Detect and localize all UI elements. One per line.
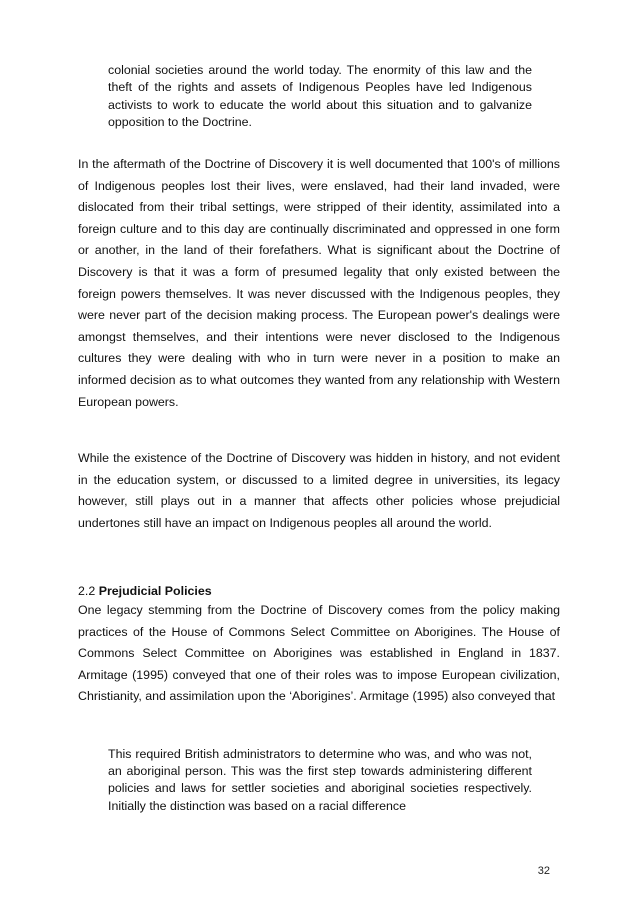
- section-number: 2.2: [78, 584, 96, 598]
- paragraph-doctrine-legacy: While the existence of the Doctrine of Discovery was hidden in history, and not evident in the education system, or discussed to a limited degree in universities, its legacy however, still plays out in a manner that affects other policies whose prejudicial undertones still have an impact on Indigenous peoples all around the world.: [78, 451, 560, 530]
- paragraph-prejudicial-policies: One legacy stemming from the Doctrine of Discovery comes from the policy making practices of the House of Commons Select Committee on Aborigines. The House of Commons Select Committee on Aborigines was established in England in 1837. Armitage (1995) conveyed that one of their roles was to impose European civilization, Christianity, and assimilation upon the ‘Aborigines’. Armitage (1995) also conveyed that: [78, 603, 560, 704]
- section-heading: [78, 582, 212, 600]
- paragraph-doctrine-aftermath: In the aftermath of the Doctrine of Discovery it is well documented that 100's of millions of Indigenous peoples lost their lives, were enslaved, had their land invaded, were dislocated from their tribal settings, were stripped of their identity, assimilated into a foreign culture and to this day are continually discriminated and oppressed in one form or another, in the land of their forefathers. What is significant about the Doctrine of Discovery is that it was a form of presumed legality that only existed between the foreign powers themselves. It was never discussed with the Indigenous peoples, they were never part of the decision making process. The European power's dealings were amongst themselves, and their intentions were never disclosed to the Indigenous cultures they were dealing with who in turn were never in a position to make an informed decision as to what outcomes they wanted from any relationship with Western European powers.: [78, 157, 560, 409]
- section-title: Prejudicial Policies: [98, 584, 212, 598]
- block-quote-bottom: This required British administrators to determine who was, and who was not, an aboriginal person. This was the first step towards administering different policies and laws for settler societies and aboriginal societies respectively. Initially the distinction was based on a racial difference: [108, 747, 532, 813]
- block-quote-top: colonial societies around the world today. The enormity of this law and the theft of the rights and assets of Indigenous Peoples have led Indigenous activists to work to educate the world about this situation and to galvanize opposition to the Doctrine.: [108, 63, 532, 130]
- page-number: 32: [537, 865, 550, 877]
